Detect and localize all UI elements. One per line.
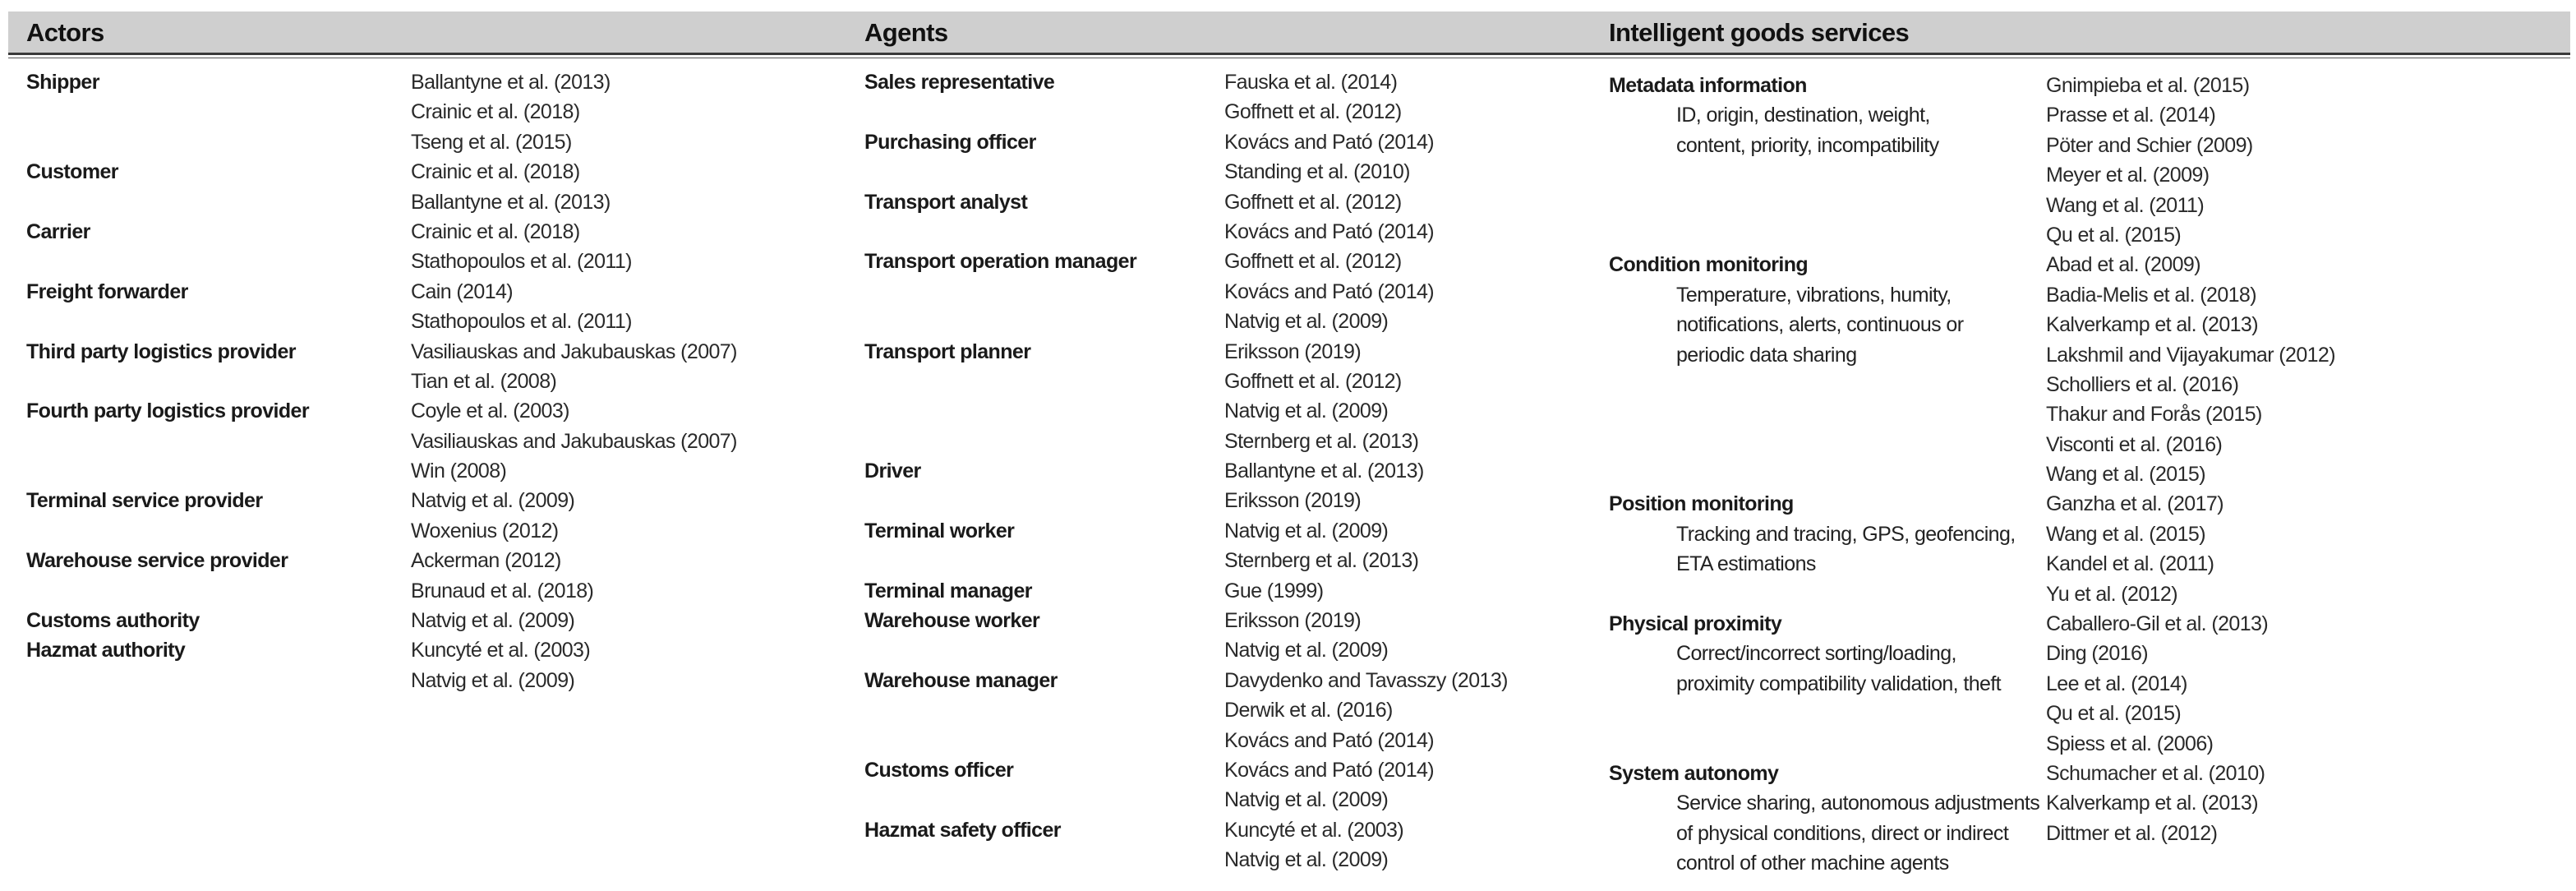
service-description: proximity compatibility validation, theft bbox=[1676, 672, 2002, 695]
header-intelligent-goods-services: Intelligent goods services bbox=[1609, 18, 1910, 47]
service-description: control of other machine agents bbox=[1676, 852, 1949, 875]
reference: Natvig et al. (2009) bbox=[1224, 848, 1389, 872]
agents-group bbox=[864, 576, 1508, 606]
row-label: Warehouse worker bbox=[864, 609, 1040, 633]
reference: Pöter and Schier (2009) bbox=[2046, 133, 2253, 157]
row-label: Condition monitoring bbox=[1609, 253, 1809, 277]
label-cell bbox=[864, 337, 1224, 457]
refs-cell bbox=[411, 486, 574, 546]
label-cell bbox=[1609, 250, 2046, 489]
agents-group bbox=[864, 247, 1508, 336]
refs-cell bbox=[1224, 666, 1508, 755]
services-group bbox=[1609, 609, 2335, 759]
refs-cell bbox=[1224, 606, 1388, 666]
reference: Sternberg et al. (2013) bbox=[1224, 549, 1419, 573]
service-description: Tracking and tracing, GPS, geofencing, bbox=[1676, 522, 2016, 546]
row-label: Transport analyst bbox=[864, 190, 1028, 214]
row-label: Fourth party logistics provider bbox=[26, 399, 309, 423]
row-label: Position monitoring bbox=[1609, 492, 1794, 516]
reference: Ballantyne et al. (2013) bbox=[411, 190, 611, 214]
row-label: Transport operation manager bbox=[864, 250, 1137, 274]
service-description: ETA estimations bbox=[1676, 552, 1816, 576]
services-group bbox=[1609, 250, 2335, 489]
reference: Natvig et al. (2009) bbox=[1224, 399, 1389, 423]
row-label: Terminal manager bbox=[864, 579, 1032, 602]
refs-cell bbox=[1224, 815, 1403, 875]
label-cell bbox=[26, 396, 411, 486]
label-cell bbox=[864, 666, 1224, 755]
reference: Goffnett et al. (2012) bbox=[1224, 190, 1402, 214]
label-cell bbox=[26, 635, 411, 695]
reference: Eriksson (2019) bbox=[1224, 339, 1362, 363]
services-column bbox=[1609, 71, 2335, 879]
label-cell bbox=[1609, 71, 2046, 250]
reference: Cain (2014) bbox=[411, 279, 514, 303]
refs-cell bbox=[1224, 755, 1434, 815]
row-label: Metadata information bbox=[1609, 74, 1807, 97]
service-description: Correct/incorrect sorting/loading, bbox=[1676, 642, 1956, 666]
agents-group bbox=[864, 187, 1508, 247]
label-cell bbox=[864, 576, 1224, 606]
reference: Ballantyne et al. (2013) bbox=[411, 71, 611, 94]
row-label: Third party logistics provider bbox=[26, 339, 296, 363]
services-group bbox=[1609, 759, 2335, 879]
refs-cell bbox=[411, 337, 737, 397]
services-group bbox=[1609, 489, 2335, 609]
label-cell bbox=[864, 456, 1224, 516]
label-cell bbox=[864, 606, 1224, 666]
reference: Kalverkamp et al. (2013) bbox=[2046, 792, 2258, 815]
refs-cell bbox=[2046, 759, 2265, 879]
actors-group bbox=[26, 606, 737, 635]
reference: Crainic et al. (2018) bbox=[411, 160, 580, 184]
refs-cell bbox=[1224, 516, 1418, 576]
reference: Kovács and Pató (2014) bbox=[1224, 758, 1435, 782]
reference: Brunaud et al. (2018) bbox=[411, 579, 594, 602]
row-label: Customs authority bbox=[26, 609, 200, 633]
reference: Coyle et al. (2003) bbox=[411, 399, 569, 423]
reference: Caballero-Gil et al. (2013) bbox=[2046, 612, 2269, 636]
reference: Lakshmil and Vijayakumar (2012) bbox=[2046, 343, 2335, 367]
row-label: Transport planner bbox=[864, 339, 1031, 363]
reference: Eriksson (2019) bbox=[1224, 489, 1362, 513]
refs-cell bbox=[1224, 247, 1434, 336]
row-label: Sales representative bbox=[864, 71, 1055, 94]
label-cell bbox=[26, 337, 411, 397]
reference: Visconti et al. (2016) bbox=[2046, 432, 2223, 456]
reference: Goffnett et al. (2012) bbox=[1224, 369, 1402, 393]
agents-group bbox=[864, 67, 1508, 127]
reference: Goffnett et al. (2012) bbox=[1224, 100, 1402, 124]
reference: Wang et al. (2011) bbox=[2046, 193, 2205, 217]
agents-group bbox=[864, 456, 1508, 516]
reference: Stathopoulos et al. (2011) bbox=[411, 310, 632, 334]
reference: Win (2008) bbox=[411, 459, 507, 483]
table-header bbox=[8, 12, 2570, 55]
agents-group bbox=[864, 755, 1508, 815]
reference: Badia-Melis et al. (2018) bbox=[2046, 283, 2256, 307]
service-description: Temperature, vibrations, humity, bbox=[1676, 283, 1952, 307]
refs-cell bbox=[411, 396, 737, 486]
refs-cell bbox=[2046, 250, 2335, 489]
label-cell bbox=[864, 127, 1224, 187]
reference: Natvig et al. (2009) bbox=[411, 668, 575, 692]
reference: Tian et al. (2008) bbox=[411, 369, 557, 393]
row-label: Hazmat safety officer bbox=[864, 818, 1061, 842]
reference: Schumacher et al. (2010) bbox=[2046, 761, 2265, 785]
refs-cell bbox=[1224, 576, 1323, 606]
reference: Dittmer et al. (2012) bbox=[2046, 821, 2218, 845]
label-cell bbox=[26, 67, 411, 157]
reference: Davydenko and Tavasszy (2013) bbox=[1224, 668, 1508, 692]
reference: Fauska et al. (2014) bbox=[1224, 71, 1398, 94]
reference: Natvig et al. (2009) bbox=[1224, 639, 1389, 662]
actors-column bbox=[26, 67, 737, 695]
refs-cell bbox=[411, 67, 611, 157]
actors-group bbox=[26, 396, 737, 486]
agents-group bbox=[864, 337, 1508, 457]
row-label: Hazmat authority bbox=[26, 639, 186, 662]
actors-group bbox=[26, 217, 737, 277]
label-cell bbox=[864, 755, 1224, 815]
label-cell bbox=[1609, 609, 2046, 759]
reference: Eriksson (2019) bbox=[1224, 609, 1362, 633]
header-actors: Actors bbox=[26, 18, 104, 47]
agents-group bbox=[864, 666, 1508, 755]
reference: Crainic et al. (2018) bbox=[411, 219, 580, 243]
reference: Kovács and Pató (2014) bbox=[1224, 219, 1435, 243]
label-cell bbox=[864, 247, 1224, 336]
actors-group bbox=[26, 635, 737, 695]
reference: Wang et al. (2015) bbox=[2046, 522, 2205, 546]
reference: Kuncyté et al. (2003) bbox=[1224, 818, 1404, 842]
refs-cell bbox=[1224, 337, 1418, 457]
actors-group bbox=[26, 277, 737, 337]
row-label: Customs officer bbox=[864, 758, 1014, 782]
actors-group bbox=[26, 546, 737, 606]
reference: Standing et al. (2010) bbox=[1224, 160, 1410, 184]
refs-cell bbox=[411, 217, 632, 277]
reference: Natvig et al. (2009) bbox=[411, 489, 575, 513]
reference: Abad et al. (2009) bbox=[2046, 253, 2200, 277]
service-description: Service sharing, autonomous adjustments bbox=[1676, 792, 2040, 815]
reference: Vasiliauskas and Jakubauskas (2007) bbox=[411, 339, 737, 363]
row-label: Customer bbox=[26, 160, 118, 184]
row-label: Shipper bbox=[26, 71, 99, 94]
reference: Kovács and Pató (2014) bbox=[1224, 279, 1435, 303]
refs-cell bbox=[411, 635, 590, 695]
agents-group bbox=[864, 516, 1508, 576]
actors-group bbox=[26, 486, 737, 546]
refs-cell bbox=[2046, 609, 2268, 759]
agents-group bbox=[864, 815, 1508, 875]
row-label: System autonomy bbox=[1609, 761, 1779, 785]
reference: Ding (2016) bbox=[2046, 642, 2149, 666]
reference: Kovács and Pató (2014) bbox=[1224, 728, 1435, 752]
reference: Thakur and Forås (2015) bbox=[2046, 403, 2262, 427]
label-cell bbox=[864, 815, 1224, 875]
reference: Goffnett et al. (2012) bbox=[1224, 250, 1402, 274]
refs-cell bbox=[411, 546, 593, 606]
refs-cell bbox=[2046, 71, 2253, 250]
row-label: Purchasing officer bbox=[864, 130, 1036, 154]
reference: Lee et al. (2014) bbox=[2046, 672, 2187, 695]
actors-group bbox=[26, 337, 737, 397]
refs-cell bbox=[1224, 67, 1402, 127]
reference: Yu et al. (2012) bbox=[2046, 582, 2177, 606]
reference: Natvig et al. (2009) bbox=[411, 609, 575, 633]
reference: Stathopoulos et al. (2011) bbox=[411, 250, 632, 274]
row-label: Warehouse manager bbox=[864, 668, 1058, 692]
reference: Vasiliauskas and Jakubauskas (2007) bbox=[411, 429, 737, 453]
header-agents: Agents bbox=[864, 18, 948, 47]
reference: Prasse et al. (2014) bbox=[2046, 104, 2216, 127]
agents-group bbox=[864, 127, 1508, 187]
reference: Ackerman (2012) bbox=[411, 549, 561, 573]
reference: Sternberg et al. (2013) bbox=[1224, 429, 1419, 453]
refs-cell bbox=[411, 277, 632, 337]
refs-cell bbox=[411, 157, 611, 217]
refs-cell bbox=[1224, 127, 1434, 187]
label-cell bbox=[1609, 489, 2046, 609]
reference: Woxenius (2012) bbox=[411, 519, 559, 542]
refs-cell bbox=[1224, 456, 1424, 516]
row-label: Carrier bbox=[26, 219, 90, 243]
label-cell bbox=[26, 546, 411, 606]
label-cell bbox=[864, 187, 1224, 247]
agents-column bbox=[864, 67, 1508, 875]
row-label: Freight forwarder bbox=[26, 279, 188, 303]
service-description: notifications, alerts, continuous or bbox=[1676, 313, 1964, 337]
row-label: Driver bbox=[864, 459, 921, 483]
service-description: content, priority, incompatibility bbox=[1676, 133, 1939, 157]
reference: Gnimpieba et al. (2015) bbox=[2046, 74, 2250, 97]
reference: Natvig et al. (2009) bbox=[1224, 310, 1389, 334]
row-label: Terminal service provider bbox=[26, 489, 263, 513]
label-cell bbox=[26, 277, 411, 337]
reference: Ballantyne et al. (2013) bbox=[1224, 459, 1424, 483]
row-label: Terminal worker bbox=[864, 519, 1015, 542]
reference: Kovács and Pató (2014) bbox=[1224, 130, 1435, 154]
reference: Scholliers et al. (2016) bbox=[2046, 372, 2239, 396]
reference: Kalverkamp et al. (2013) bbox=[2046, 313, 2258, 337]
services-group bbox=[1609, 71, 2335, 250]
reference: Kuncyté et al. (2003) bbox=[411, 639, 591, 662]
refs-cell bbox=[411, 606, 574, 635]
row-label: Warehouse service provider bbox=[26, 549, 288, 573]
reference: Qu et al. (2015) bbox=[2046, 702, 2182, 726]
reference: Tseng et al. (2015) bbox=[411, 130, 572, 154]
service-description: ID, origin, destination, weight, bbox=[1676, 104, 1930, 127]
service-description: periodic data sharing bbox=[1676, 343, 1857, 367]
reference: Ganzha et al. (2017) bbox=[2046, 492, 2223, 516]
refs-cell bbox=[2046, 489, 2223, 609]
refs-cell bbox=[1224, 187, 1434, 247]
label-cell bbox=[864, 67, 1224, 127]
service-description: of physical conditions, direct or indirect bbox=[1676, 821, 2009, 845]
reference: Crainic et al. (2018) bbox=[411, 100, 580, 124]
reference: Meyer et al. (2009) bbox=[2046, 164, 2210, 187]
label-cell bbox=[1609, 759, 2046, 879]
label-cell bbox=[26, 606, 411, 635]
row-label: Physical proximity bbox=[1609, 612, 1782, 636]
actors-group bbox=[26, 157, 737, 217]
reference: Wang et al. (2015) bbox=[2046, 463, 2205, 487]
reference: Natvig et al. (2009) bbox=[1224, 519, 1389, 542]
actors-group bbox=[26, 67, 737, 157]
label-cell bbox=[26, 157, 411, 217]
label-cell bbox=[864, 516, 1224, 576]
reference: Qu et al. (2015) bbox=[2046, 223, 2182, 247]
label-cell bbox=[26, 486, 411, 546]
reference: Natvig et al. (2009) bbox=[1224, 788, 1389, 812]
reference: Kandel et al. (2011) bbox=[2046, 552, 2214, 576]
reference: Gue (1999) bbox=[1224, 579, 1324, 602]
agents-group bbox=[864, 606, 1508, 666]
label-cell bbox=[26, 217, 411, 277]
reference: Spiess et al. (2006) bbox=[2046, 732, 2214, 755]
reference: Derwik et al. (2016) bbox=[1224, 699, 1393, 722]
